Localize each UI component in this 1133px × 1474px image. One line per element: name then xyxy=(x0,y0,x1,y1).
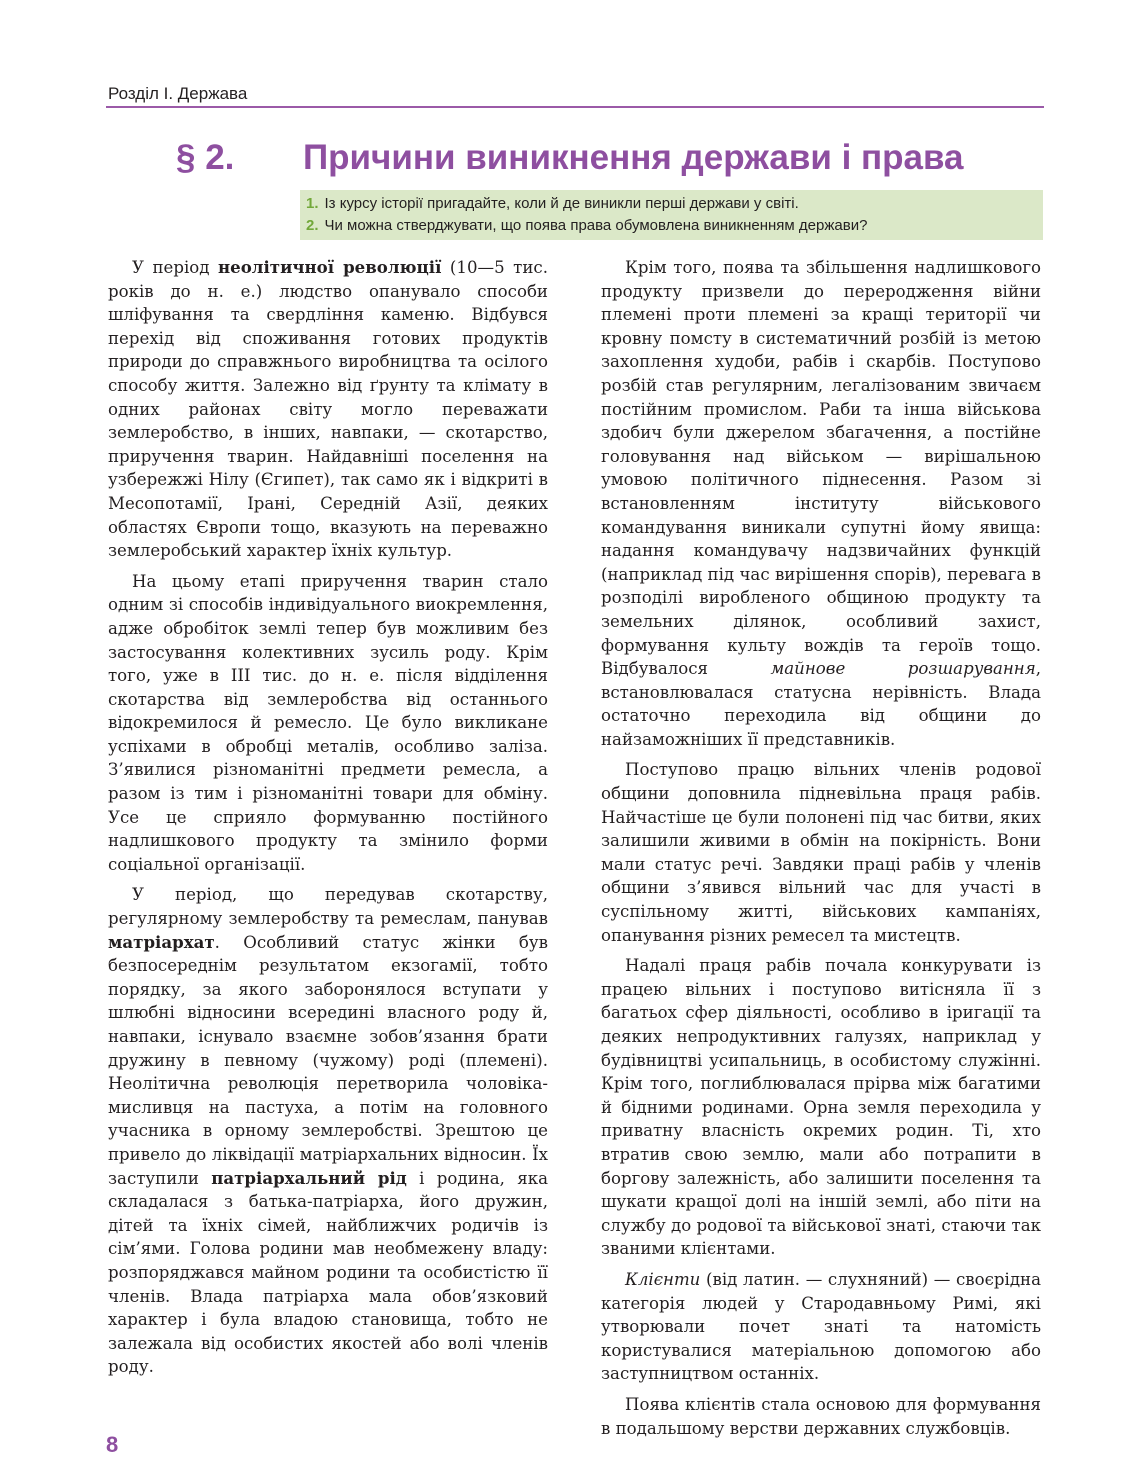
text-run: (10—5 тис. років до н. е.) людство опанувало способи шліфування та свердління каменю. Відбувся перехід від споживання готових продуктів природи до справжнього виробництва та осілого способу життя. Залежно від ґрунту та клімату в одних районах світу могло переважати землеробство, в інших, навпаки, — скотарство, приручення тварин. Найдавніші поселення на узбережжі Нілу (Єгипет), так само як і відкриті в Месопотамії, Ірані, Середній Азії, деяких областях Європи тощо, вказують на переважно землеробський характер їхніх культур. xyxy=(108,258,548,561)
paragraph xyxy=(601,1268,1041,1386)
header-rule xyxy=(106,106,1044,108)
question-number: 2. xyxy=(306,217,319,234)
question-text: Із курсу історії пригадайте, коли й де виникли перші держави у світі. xyxy=(324,195,799,212)
term-bold: патріархальний рід xyxy=(211,1167,407,1188)
section-number: § 2. xyxy=(176,138,235,177)
term-italic: Клієнти xyxy=(625,1269,701,1289)
paragraph xyxy=(601,954,1041,1261)
page-number: 8 xyxy=(106,1432,119,1457)
section-title: Причини виникнення держави і права xyxy=(303,138,964,177)
text-run: Крім того, поява та збільшення надлишкового продукту призвели до переродження війни племені проти племені за кращі території чи кровну помсту в систематичний розбій із метою захоплення худоби, рабів і скарбів. Поступово розбій став регулярним, легалізованим звичаєм постійним промислом. Раби та інша військова здобич були джерелом збагачення, а постійне головування над військом — вирішальною умовою політичного піднесення. Разом зі встановленням інституту військового командування виникали супутні йому явища: надання командувачу надзвичайних функцій (наприклад під час вирішення спорів), перевага в розподілі виробленого общиною продукту та земельних ділянок, особливий захист, формування культу вождів та героїв тощо. Відбувалося xyxy=(601,258,1041,679)
right-column xyxy=(601,256,1041,1447)
term-bold: матріархат xyxy=(108,931,215,952)
text-run: У період, що передував скотарству, регулярному землеробству та ремеслам, панував xyxy=(108,885,548,929)
paragraph xyxy=(601,758,1041,947)
text-run: . Особливий статус жінки був безпосереднім результатом екзогамії, тобто порядку, за якого заборонялося вступати у шлюбні відносини всередині власного роду й, навпаки, існувало взаємне зобов’язання брати дружину в певному (чужому) роді (племені). Неолітична революція перетворила чоловіка-мисливця на пастуха, а потім на головного учасника в орному землеробстві. Зрештою це привело до ліквідації матріархальних відносин. Їх заступили xyxy=(108,932,548,1188)
question-item xyxy=(306,215,1043,237)
paragraph xyxy=(601,256,1041,751)
running-head: Розділ І. Держава xyxy=(108,84,248,103)
paragraph xyxy=(108,883,548,1378)
text-run: У період xyxy=(132,258,219,277)
text-run: (від латин. — слухняний) — своєрідна категорія людей у Стародавньому Римі, які утворювали почет знаті та натомість користувалися матеріальною допомогою або заступництвом останніх. xyxy=(601,1269,1041,1384)
paragraph xyxy=(601,1393,1041,1440)
text-run: , встановлювалася статусна нерівність. Влада остаточно переходила від общини до найзаможніших її представників. xyxy=(601,659,1041,749)
questions-box xyxy=(300,190,1043,240)
paragraph xyxy=(108,570,548,877)
text-run: На цьому етапі приручення тварин стало одним зі способів індивідуального виокремлення, адже обробіток землі тепер був можливим без застосування колективних зусиль роду. Крім того, уже в ІІІ тис. до н. е. після відділення скотарства від землеробства від останнього відокремилося й ремесло. Це було викликане успіхами в обробці металів, особливо заліза. З’явилися різноманітні предмети ремесла, а разом із тим і різноманітні товари для обміну. Усе це сприяло формуванню постійного надлишкового продукту та змінило форми соціальної організації. xyxy=(108,571,548,874)
question-item xyxy=(306,193,1043,215)
paragraph xyxy=(108,256,548,563)
text-run: Поступово працю вільних членів родової общини доповнила підневільна праця рабів. Найчастіше це були полонені під час битви, яких залишили живими в обмін на покірність. Вони мали статус речі. Завдяки праці рабів у членів общини з’явився вільний час для участі в суспільному житті, військових кампаніях, опанування різних ремесел та мистецтв. xyxy=(601,760,1041,945)
question-text: Чи можна стверджувати, що поява права обумовлена виникненням держави? xyxy=(324,217,868,234)
question-number: 1. xyxy=(306,195,319,212)
text-run: і родина, яка складалася з батька-патріарха, його дружин, дітей та їхніх сімей, найближчих родичів із сім’ями. Голова родини мав необмежену владу: розпоряджався майном родини та особистістю її членів. Влада патріарха мала обов’язковий характер і була владою становища, тобто не залежала від особистих якостей або волі членів роду. xyxy=(108,1168,548,1377)
left-column xyxy=(108,256,548,1386)
text-run: Поява клієнтів стала основою для формування в подальшому верстви державних службовців. xyxy=(601,1394,1041,1438)
term-bold: неолітичної революції xyxy=(218,257,442,277)
text-run: Надалі праця рабів почала конкурувати із працею вільних і поступово витісняла її з багатьох сфер діяльності, особливо в іригації та деяких непродуктивних галузях, наприклад у будівництві усипальниць, в особистому служінні. Крім того, поглиблювалася прірва між багатими й бідними родинами. Орна земля переходила у приватну власність окремих родин. Ті, хто втратив свою землю, мали або потрапити в боргову залежність, або залишити поселення та шукати кращої долі на іншій землі, або піти на службу до родової та військової знаті, стаючи так званими клієнтами. xyxy=(601,956,1041,1259)
term-italic: майнове розшарування xyxy=(770,659,1036,679)
